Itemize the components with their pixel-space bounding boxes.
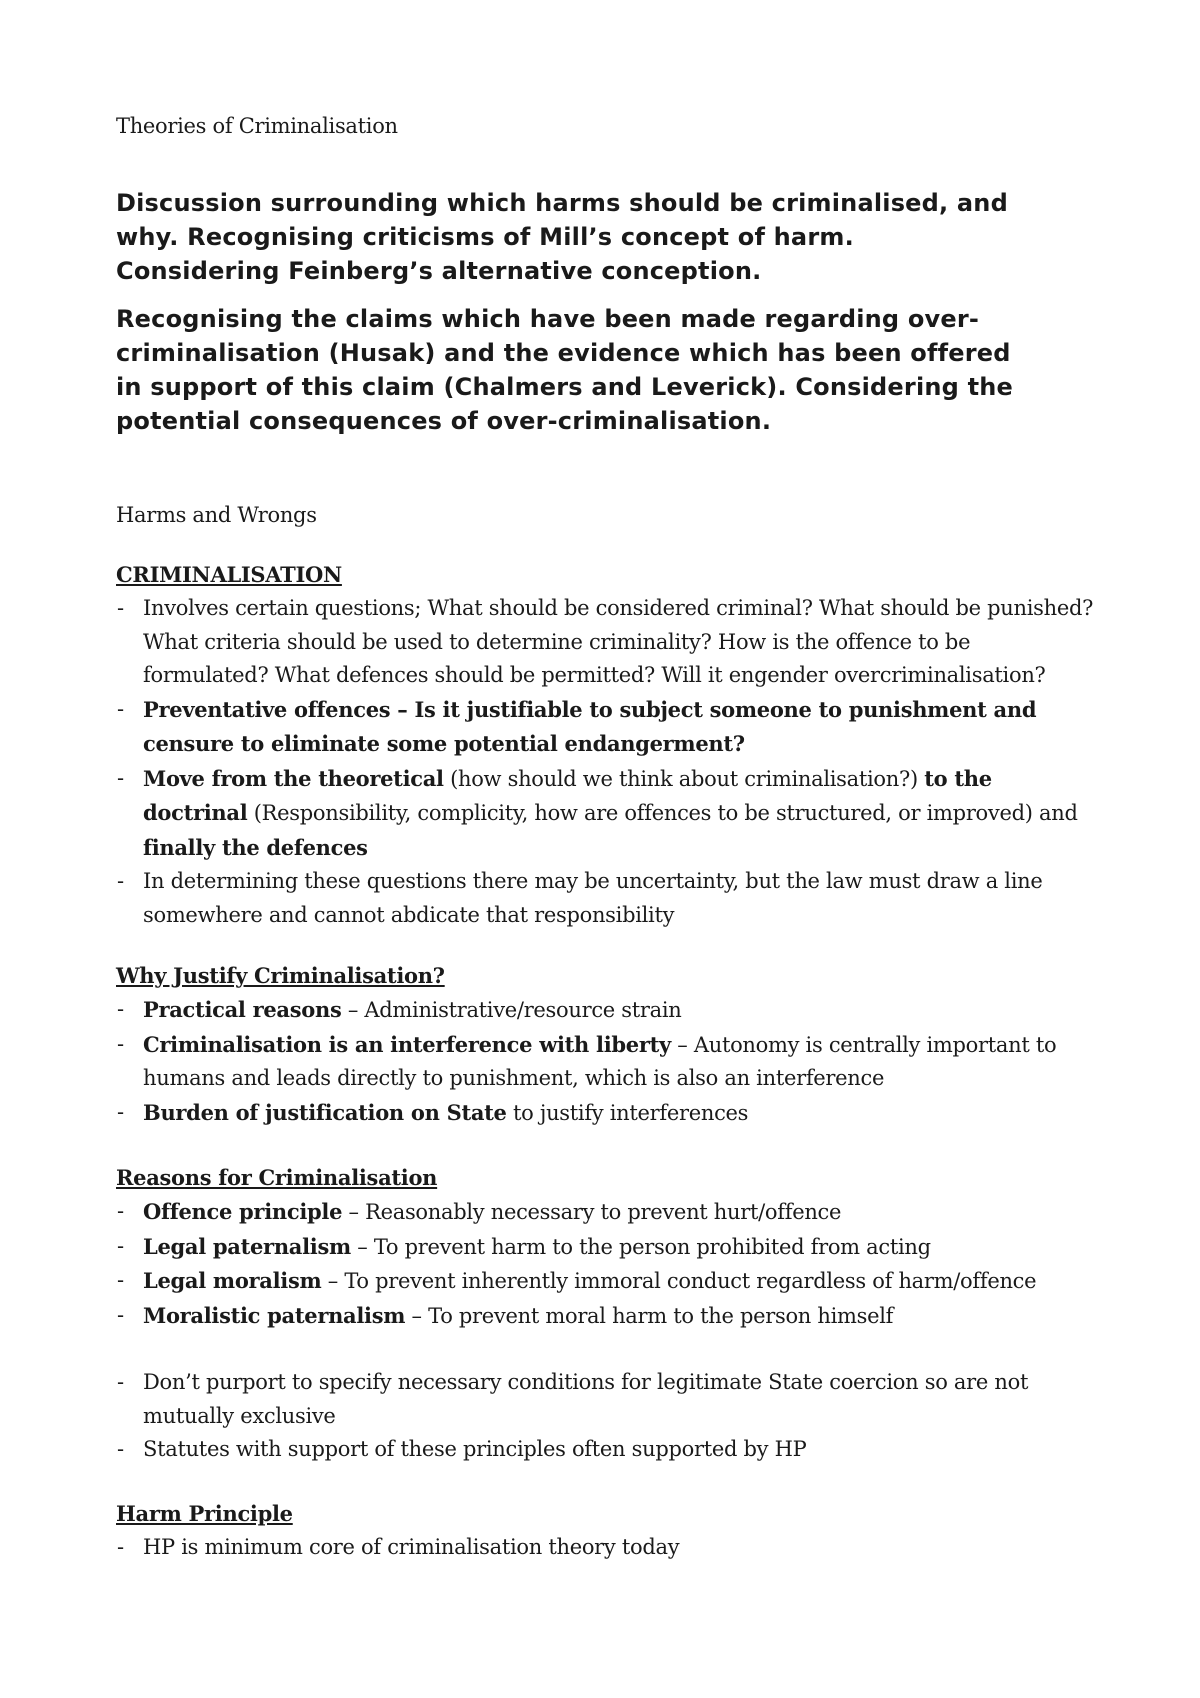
harm-principle-section <box>116 1497 1101 1565</box>
item-text: – Administrative/resource strain <box>341 998 682 1022</box>
section-heading: Harm Principle <box>116 1501 293 1526</box>
list-item <box>116 1299 1101 1334</box>
item-text: – To prevent moral harm to the person himself <box>405 1303 894 1328</box>
list-item: - In determining these questions there may be uncertainty, but the law must draw a line somewhere and cannot abdicate that responsibility <box>116 865 1101 932</box>
bullet-list <box>116 592 1101 932</box>
section-heading: Why Justify Criminalisation? <box>116 963 445 988</box>
list-item: - Involves certain questions; What should be considered criminal? What should be punished? What criteria should be used to determine criminality? How is the offence to be formulated? What defences should be permitted? Will it engender overcriminalisation? <box>116 592 1101 693</box>
list-item <box>116 1195 1101 1230</box>
learning-aims <box>116 186 1016 438</box>
bullet-list <box>116 1195 1101 1467</box>
section-subtitle: Harms and Wrongs <box>116 503 317 527</box>
bold-text: Criminalisation is an interference with liberty <box>143 1031 671 1057</box>
bold-text: Burden of justification on State <box>143 1099 507 1125</box>
item-text: – Reasonably necessary to prevent hurt/offence <box>342 1200 842 1224</box>
list-item <box>116 1264 1101 1299</box>
item-text: (Responsibility, complicity, how are offences to be structured, or improved) and <box>247 801 1078 825</box>
bold-text: to the doctrinal <box>143 765 992 825</box>
list-item <box>116 993 1101 1028</box>
list-item: - HP is minimum core of criminalisation theory today <box>116 1531 1101 1565</box>
section-heading: Reasons for Criminalisation <box>116 1165 438 1190</box>
item-text: to justify interferences <box>506 1100 749 1125</box>
bold-text: Moralistic paternalism <box>143 1302 406 1328</box>
aim-paragraph: Discussion surrounding which harms should be criminalised, and why. Recognising criticisms of Mill’s concept of harm. Considering Feinberg’s alternative conception. <box>116 189 1008 285</box>
bold-text: Offence principle <box>143 1199 343 1224</box>
list-item <box>116 762 1101 866</box>
item-text: – Autonomy is centrally important to humans and leads directly to punishment, which is also an interference <box>143 1032 1057 1090</box>
list-item <box>116 1028 1101 1096</box>
bullet-list <box>116 1531 1101 1565</box>
list-item: - Don’t purport to specify necessary conditions for legitimate State coercion so are not mutually exclusive <box>116 1366 1101 1433</box>
bold-text: Legal moralism <box>143 1268 322 1293</box>
reasons-section <box>116 1161 1101 1467</box>
bold-text: finally the defences <box>143 834 368 860</box>
bold-text: Preventative offences – Is it justifiable to subject someone to punishment and censure to eliminate some potential endangerment? <box>143 696 1037 756</box>
section-heading: CRIMINALISATION <box>116 562 342 587</box>
item-text: – To prevent inherently immoral conduct regardless of harm/offence <box>321 1269 1037 1293</box>
item-text: – To prevent harm to the person prohibited from acting <box>350 1234 931 1259</box>
item-text: (how should we think about criminalisation?) <box>443 766 925 791</box>
list-item <box>116 693 1101 762</box>
aim-paragraph: Recognising the claims which have been made regarding over-criminalisation (Husak) and the evidence which has been offered in support of this claim (Chalmers and Leverick). Considering the potential consequences of over-criminalisation. <box>116 305 1014 435</box>
list-item: - Statutes with support of these principles often supported by HP <box>116 1433 1101 1467</box>
criminalisation-section <box>116 558 1101 932</box>
bold-text: Legal paternalism <box>143 1233 351 1259</box>
list-item <box>116 1230 1101 1265</box>
document-title: Theories of Criminalisation <box>116 114 398 138</box>
bullet-list <box>116 993 1101 1130</box>
why-justify-section <box>116 959 1101 1130</box>
bold-text: Move from the theoretical <box>143 765 444 791</box>
list-item <box>116 1096 1101 1131</box>
bold-text: Practical reasons <box>143 997 342 1022</box>
